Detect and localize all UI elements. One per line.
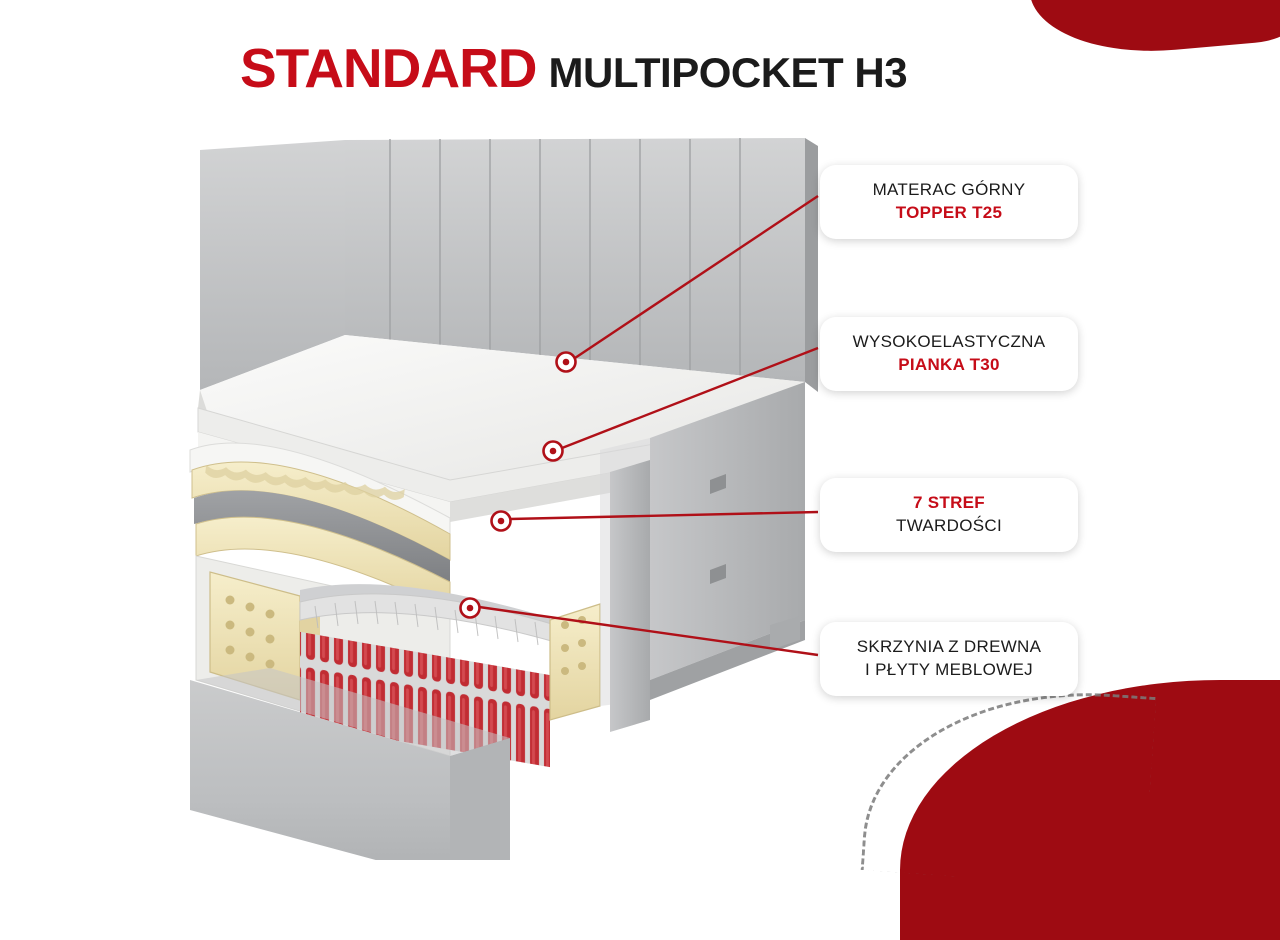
callout-box-line2: I PŁYTY MEBLOWEJ xyxy=(865,659,1033,679)
callout-box-line1: SKRZYNIA Z DREWNA xyxy=(856,637,1042,656)
decor-swoosh-top xyxy=(1025,0,1280,62)
callout-topper-line2: TOPPER T25 xyxy=(895,202,1003,222)
callout-topper xyxy=(820,165,1078,239)
callout-foam xyxy=(820,317,1078,391)
callout-zones-line1: 7 STREF xyxy=(912,493,985,512)
title-main: STANDARD xyxy=(240,37,537,99)
title-sub: MULTIPOCKET H3 xyxy=(548,49,908,96)
callout-foam-line1: WYSOKOELASTYCZNA xyxy=(852,332,1046,351)
callout-box xyxy=(820,622,1078,696)
callout-foam-line2: PIANKA T30 xyxy=(898,354,1000,374)
callout-zones xyxy=(820,478,1078,552)
bed-cutaway-illustration xyxy=(150,120,850,860)
callout-zones-line2: TWARDOŚCI xyxy=(896,515,1002,535)
page-title xyxy=(240,36,907,100)
decor-dashed-arc xyxy=(861,677,1157,889)
callout-topper-line1: MATERAC GÓRNY xyxy=(872,180,1026,199)
